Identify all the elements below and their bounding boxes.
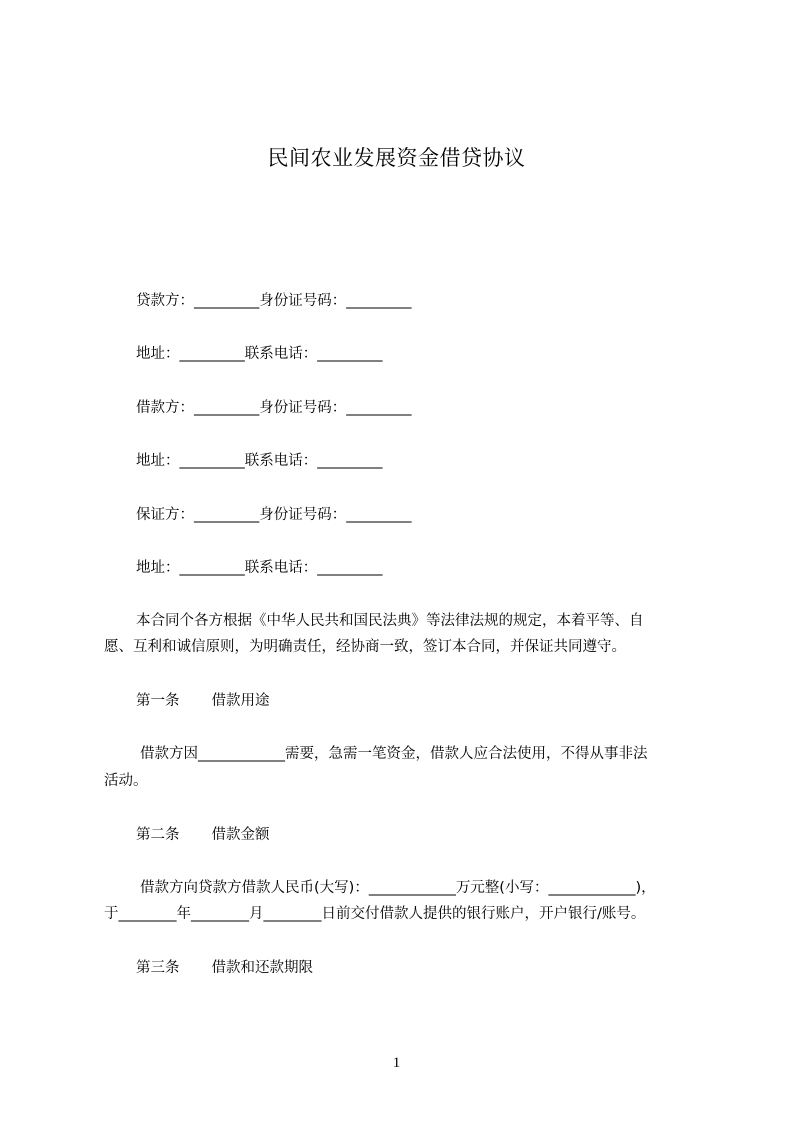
article-3-heading — [136, 958, 313, 978]
article-2-title: 借款金额 — [211, 827, 270, 843]
preamble-line-2: 愿、互利和诚信原则，为明确责任，经协商一致，签订本合同，并保证共同遵守。 — [104, 639, 626, 655]
document-title: 民间农业发展资金借贷协议 — [267, 146, 526, 170]
article-1-title: 借款用途 — [211, 693, 270, 709]
article-2-line-2: 于________年________月________日前交付借款人提供的银行账户，开户银行/账号。 — [104, 906, 646, 922]
article-1-number: 第一条 — [136, 693, 180, 709]
article-2-line-1: 借款方向贷款方借款人民币(大写)：____________万元整(小写：____________)， — [140, 880, 656, 896]
article-3-number: 第三条 — [136, 960, 180, 976]
lender-info-line: 贷款方：_________身份证号码：_________ — [136, 293, 412, 309]
borrower-info-line: 借款方：_________身份证号码：_________ — [136, 400, 412, 416]
article-1-line-2: 活动。 — [104, 773, 148, 789]
article-3-title: 借款和还款期限 — [211, 960, 313, 976]
article-2-number: 第二条 — [136, 827, 180, 843]
page-number: 1 — [392, 1055, 401, 1071]
guarantor-address-line: 地址：_________联系电话：_________ — [136, 560, 383, 576]
guarantor-info-line: 保证方：_________身份证号码：_________ — [136, 507, 412, 523]
article-2-heading — [136, 825, 270, 845]
borrower-address-line: 地址：_________联系电话：_________ — [136, 453, 383, 469]
article-1-line-1: 借款方因____________需要，急需一笔资金，借款人应合法使用，不得从事非法 — [140, 746, 648, 762]
lender-address-line: 地址：_________联系电话：_________ — [136, 346, 383, 362]
article-1-heading — [136, 691, 270, 711]
preamble-line-1: 本合同个各方根据《中华人民共和国民法典》等法律法规的规定，本着平等、自 — [136, 613, 644, 629]
